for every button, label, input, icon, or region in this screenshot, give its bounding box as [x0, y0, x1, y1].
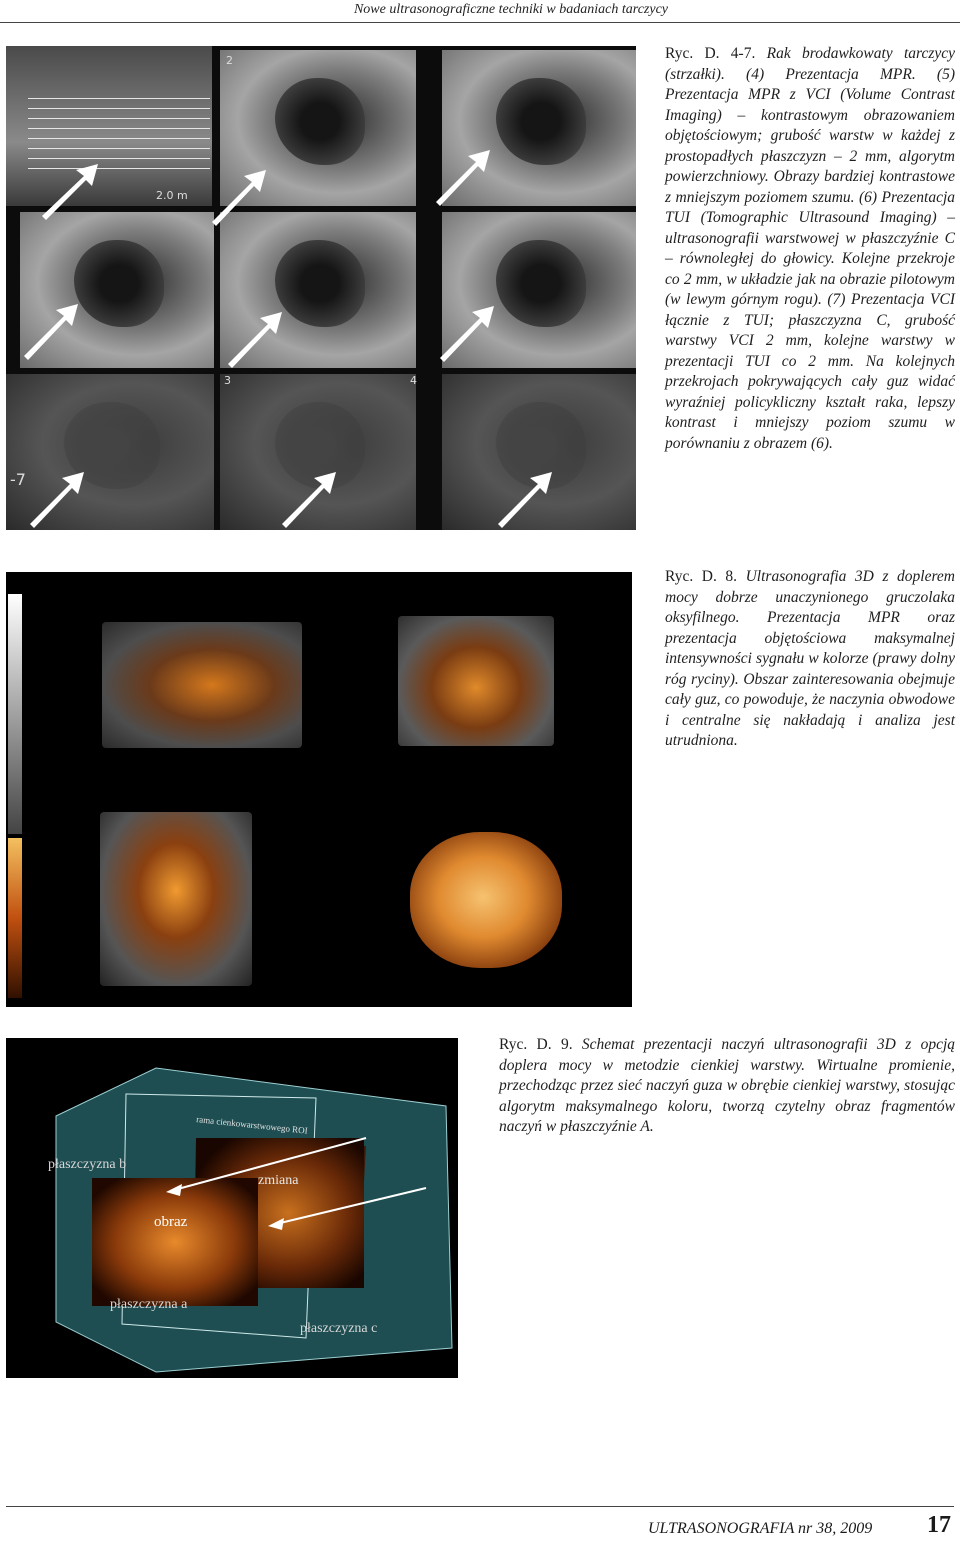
figure-8-image [6, 572, 632, 1007]
caption-label: Ryc. D. 9. [499, 1036, 573, 1053]
footer-rule [6, 1506, 954, 1507]
caption-label: Ryc. D. 4-7. [665, 45, 756, 62]
figure-4-7-image [6, 46, 636, 530]
plane-c-label: płaszczyzna c [300, 1321, 378, 1336]
figure-9-caption [499, 1035, 955, 1138]
running-title: Nowe ultrasonograficzne techniki w badaniach tarczycy [353, 2, 668, 17]
tile-number: 3 [224, 374, 231, 387]
page-number: 17 [927, 1512, 951, 1538]
plane-a-label: płaszczyzna a [110, 1297, 188, 1312]
arrows-layer [6, 46, 636, 530]
caption-text: Rak brodawkowaty tarczycy (strzałki). (4) Prezentacja MPR. (5) Prezentacja MPR z VCI (Volume Contrast Imaging) – kontrastowym obrazowaniem objętościowym; grubość warstw w każdej z prostopadłych płaszczyzn – 2 mm, algorytm powierzchniowy. Obrazy bardziej kontrastowe z mniejszym poziomem szumu. (6) Prezentacja TUI (Tomographic Ultrasound Imaging) – ultrasonografii warstwowej w płaszczyźnie C – równoległej do głowicy. Kolejne przekroje co 2 mm, w układzie jak na obrazie pilotowym (w lewym górnym rogu). (7) Prezentacja VCI łącznie z TUI; płaszczyzna C, grubość warstwy VCI 2 mm, kolejne warstwy w prezentacji TUI co 2 mm. Na kolejnych przekrojach pokrywających cały guz widać wyraźniej policykliczny kształt raka, lepszy kontrast i mniejszy poziom szumu w porównaniu z obrazem (6). [665, 45, 956, 452]
caption-label: Ryc. D. 8. [665, 568, 738, 585]
tile-number: 2 [226, 54, 233, 67]
tile-number: 4 [410, 374, 417, 387]
arrow-icon [24, 150, 552, 528]
lesion-label: zmiana [258, 1173, 299, 1188]
image-label: obraz [154, 1214, 188, 1230]
roi-label: rama cienkowarstwowego ROI [195, 1114, 309, 1136]
mpr-plane-b [398, 616, 554, 746]
mpr-plane-c [100, 812, 252, 986]
figure-8-caption [665, 567, 955, 752]
figure-4-7-caption [665, 44, 955, 454]
caption-text: Ultrasonografia 3D z doplerem mocy dobrze unaczynionego gruczolaka oksyfilnego. Prezentacja MPR oraz prezentacja objętościowa maksymalnej intensywności sygnału w kolorze (prawy dolny róg ryciny). Obszar zainteresowania obejmuje cały guz, co powoduje, że naczynia obwodowe i centralne się nakładają i analiza jest utrudniona. [665, 568, 955, 749]
panel-number: -7 [10, 470, 26, 489]
figure-9-image [6, 1038, 458, 1378]
grayscale-bar [8, 594, 22, 834]
color-bar [8, 838, 22, 998]
schematic-diagram [6, 1038, 458, 1378]
volume-render [410, 832, 562, 968]
journal-name: ULTRASONOGRAFIA nr 38, 2009 [648, 1520, 873, 1537]
caption-text: Schemat prezentacji naczyń ultrasonografii 3D z opcją doplera mocy w metodzie cienkiej warstwy. Wirtualne promienie, przechodząc przez sieć naczyń guza w obrębie cienkiej warstwy, stosując algorytm maksymalnego koloru, tworzą czytelny obraz fragmentów naczyń w płaszczyźnie A. [499, 1036, 956, 1135]
scale-label: 2.0 m [156, 189, 188, 202]
running-header [0, 0, 960, 23]
mpr-plane-a [102, 622, 302, 748]
plane-b-label: płaszczyzna b [48, 1157, 127, 1172]
